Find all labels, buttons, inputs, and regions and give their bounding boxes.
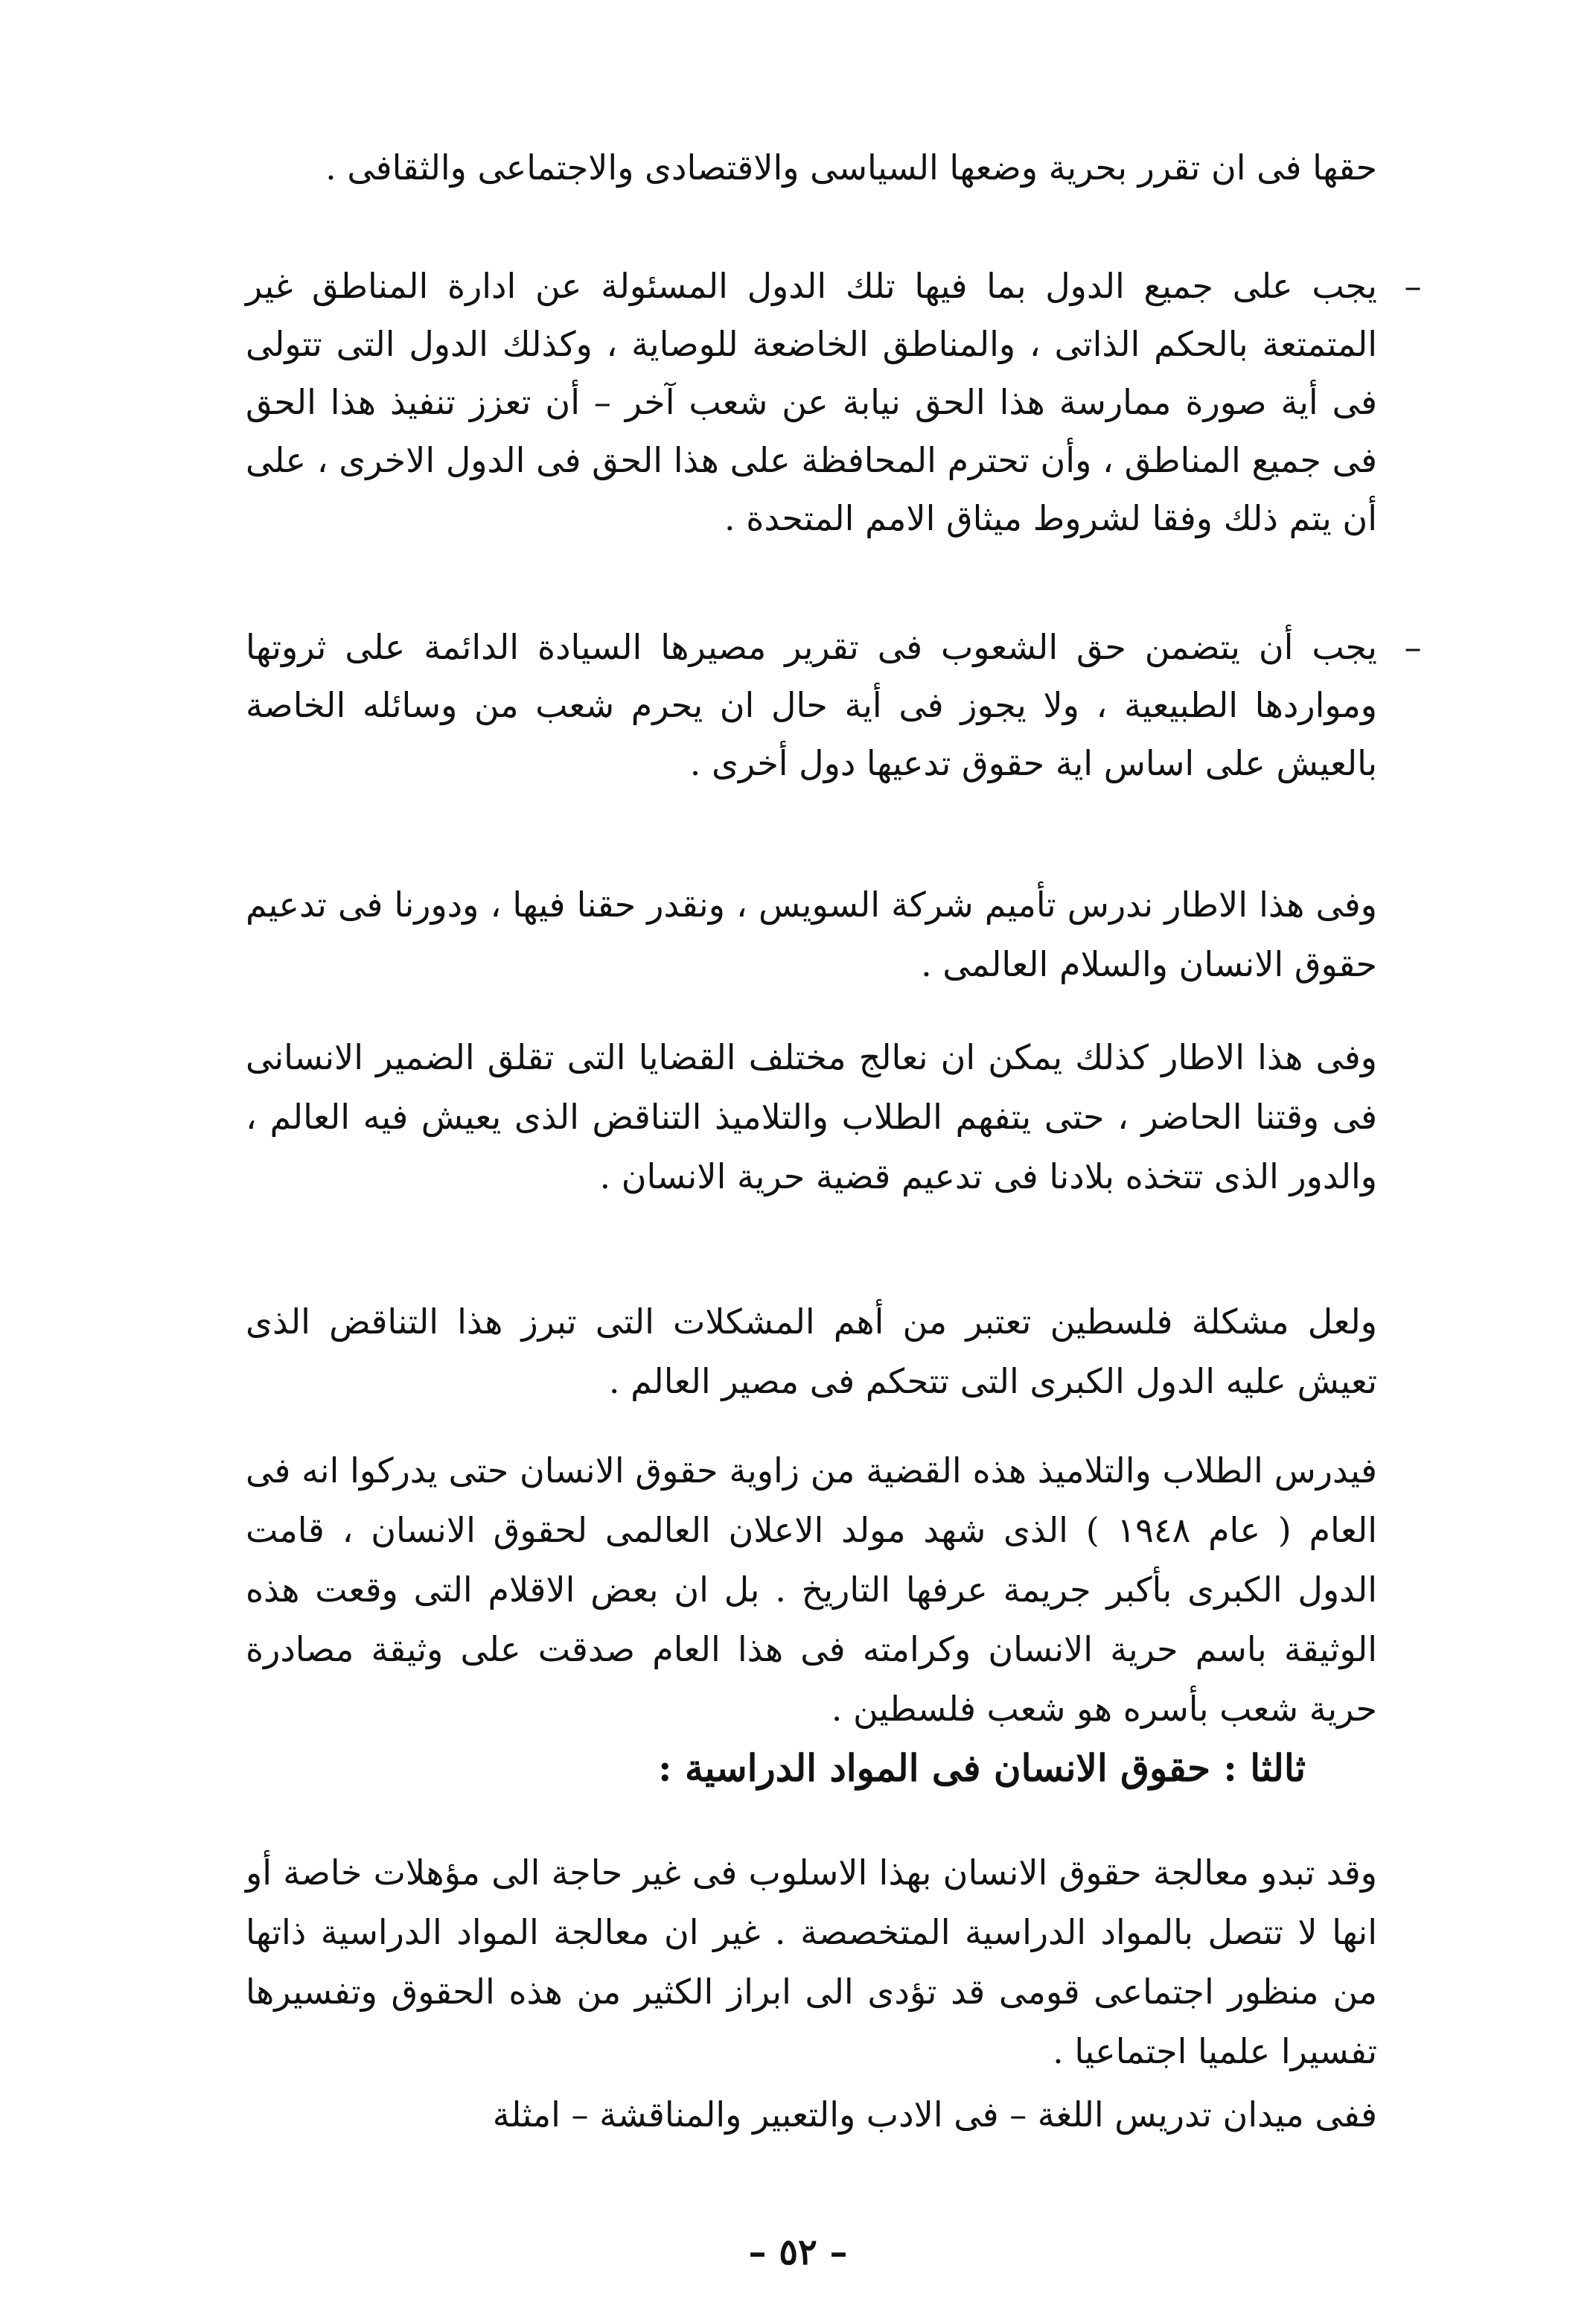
page-number: – ٥٢ –: [748, 2231, 848, 2273]
bullet-dash: –: [1404, 627, 1422, 667]
paragraph-palestine: ولعل مشكلة فلسطين تعتبر من أهم المشكلات التى تبرز هذا التناقض الذى تعيش عليه الدول الكبرى التى تتحكم فى مصير العالم .: [246, 1301, 1377, 1401]
bullet-item-1: [246, 257, 1422, 547]
section-heading: ثالثا : حقوق الانسان فى المواد الدراسية :: [658, 1746, 1306, 1790]
paragraph-continuation: حقها فى ان تقرر بحرية وضعها السياسى والاقتصادى والاجتماعى والثقافى .: [325, 147, 1377, 188]
bullet-dash: –: [1404, 266, 1422, 306]
paragraph-subjects: وقد تبدو معالجة حقوق الانسان بهذا الاسلوب فى غير حاجة الى مؤهلات خاصة أو انها لا تتصل بالمواد الدراسية المتخصصة . غير ان معالجة المواد الدراسية ذاتها من منظور اجتماعى قومى قد تؤدى الى ابراز الكثير من هذه الحقوق وتفسيرها تفسيرا علميا اجتماعيا .: [246, 1852, 1377, 2071]
paragraph-students-study: فيدرس الطلاب والتلاميذ هذه القضية من زاوية حقوق الانسان حتى يدركوا انه فى العام ( عام ١٩٤٨ ) الذى شهد مولد الاعلان العالمى لحقوق الانسان ، قامت الدول الكبرى بأكبر جريمة عرفها التاريخ . بل ان بعض الاقلام التى وقعت هذه الوثيقة باسم حرية الانسان وكرامته فى هذا العام صدقت على وثيقة مصادرة حرية شعب بأسره هو شعب فلسطين .: [246, 1450, 1377, 1729]
paragraph-language-teaching: ففى ميدان تدريس اللغة – فى الادب والتعبير والمناقشة – امثلة: [492, 2094, 1377, 2135]
bullet-item-2: [246, 618, 1422, 792]
bullet-text: يجب أن يتضمن حق الشعوب فى تقرير مصيرها السيادة الدائمة على ثروتها ومواردها الطبيعية ، ولا يجوز فى أية حال ان يحرم شعب من وسائله الخاصة بالعيش على اساس اية حقوق تدعيها دول أخرى .: [246, 627, 1377, 783]
paragraph-suez: وفى هذا الاطار ندرس تأميم شركة السويس ، ونقدر حقنا فيها ، ودورنا فى تدعيم حقوق الانسان والسلام العالمى .: [246, 885, 1377, 984]
bullet-text: يجب على جميع الدول بما فيها تلك الدول المسئولة عن ادارة المناطق غير المتمتعة بالحكم الذاتى ، والمناطق الخاضعة للوصاية ، وكذلك الدول التى تتولى فى أية صورة ممارسة هذا الحق نيابة عن شعب آخر – أن تعزز تنفيذ هذا الحق فى جميع المناطق ، وأن تحترم المحافظة على هذا الحق فى الدول الاخرى ، على أن يتم ذلك وفقا لشروط ميثاق الامم المتحدة .: [246, 266, 1377, 538]
paragraph-human-conscience: وفى هذا الاطار كذلك يمكن ان نعالج مختلف القضايا التى تقلق الضمير الانسانى فى وقتنا الحاضر ، حتى يتفهم الطلاب والتلاميذ التناقض الذى يعيش فيه العالم ، والدور الذى تتخذه بلادنا فى تدعيم قضية حرية الانسان .: [246, 1037, 1377, 1196]
